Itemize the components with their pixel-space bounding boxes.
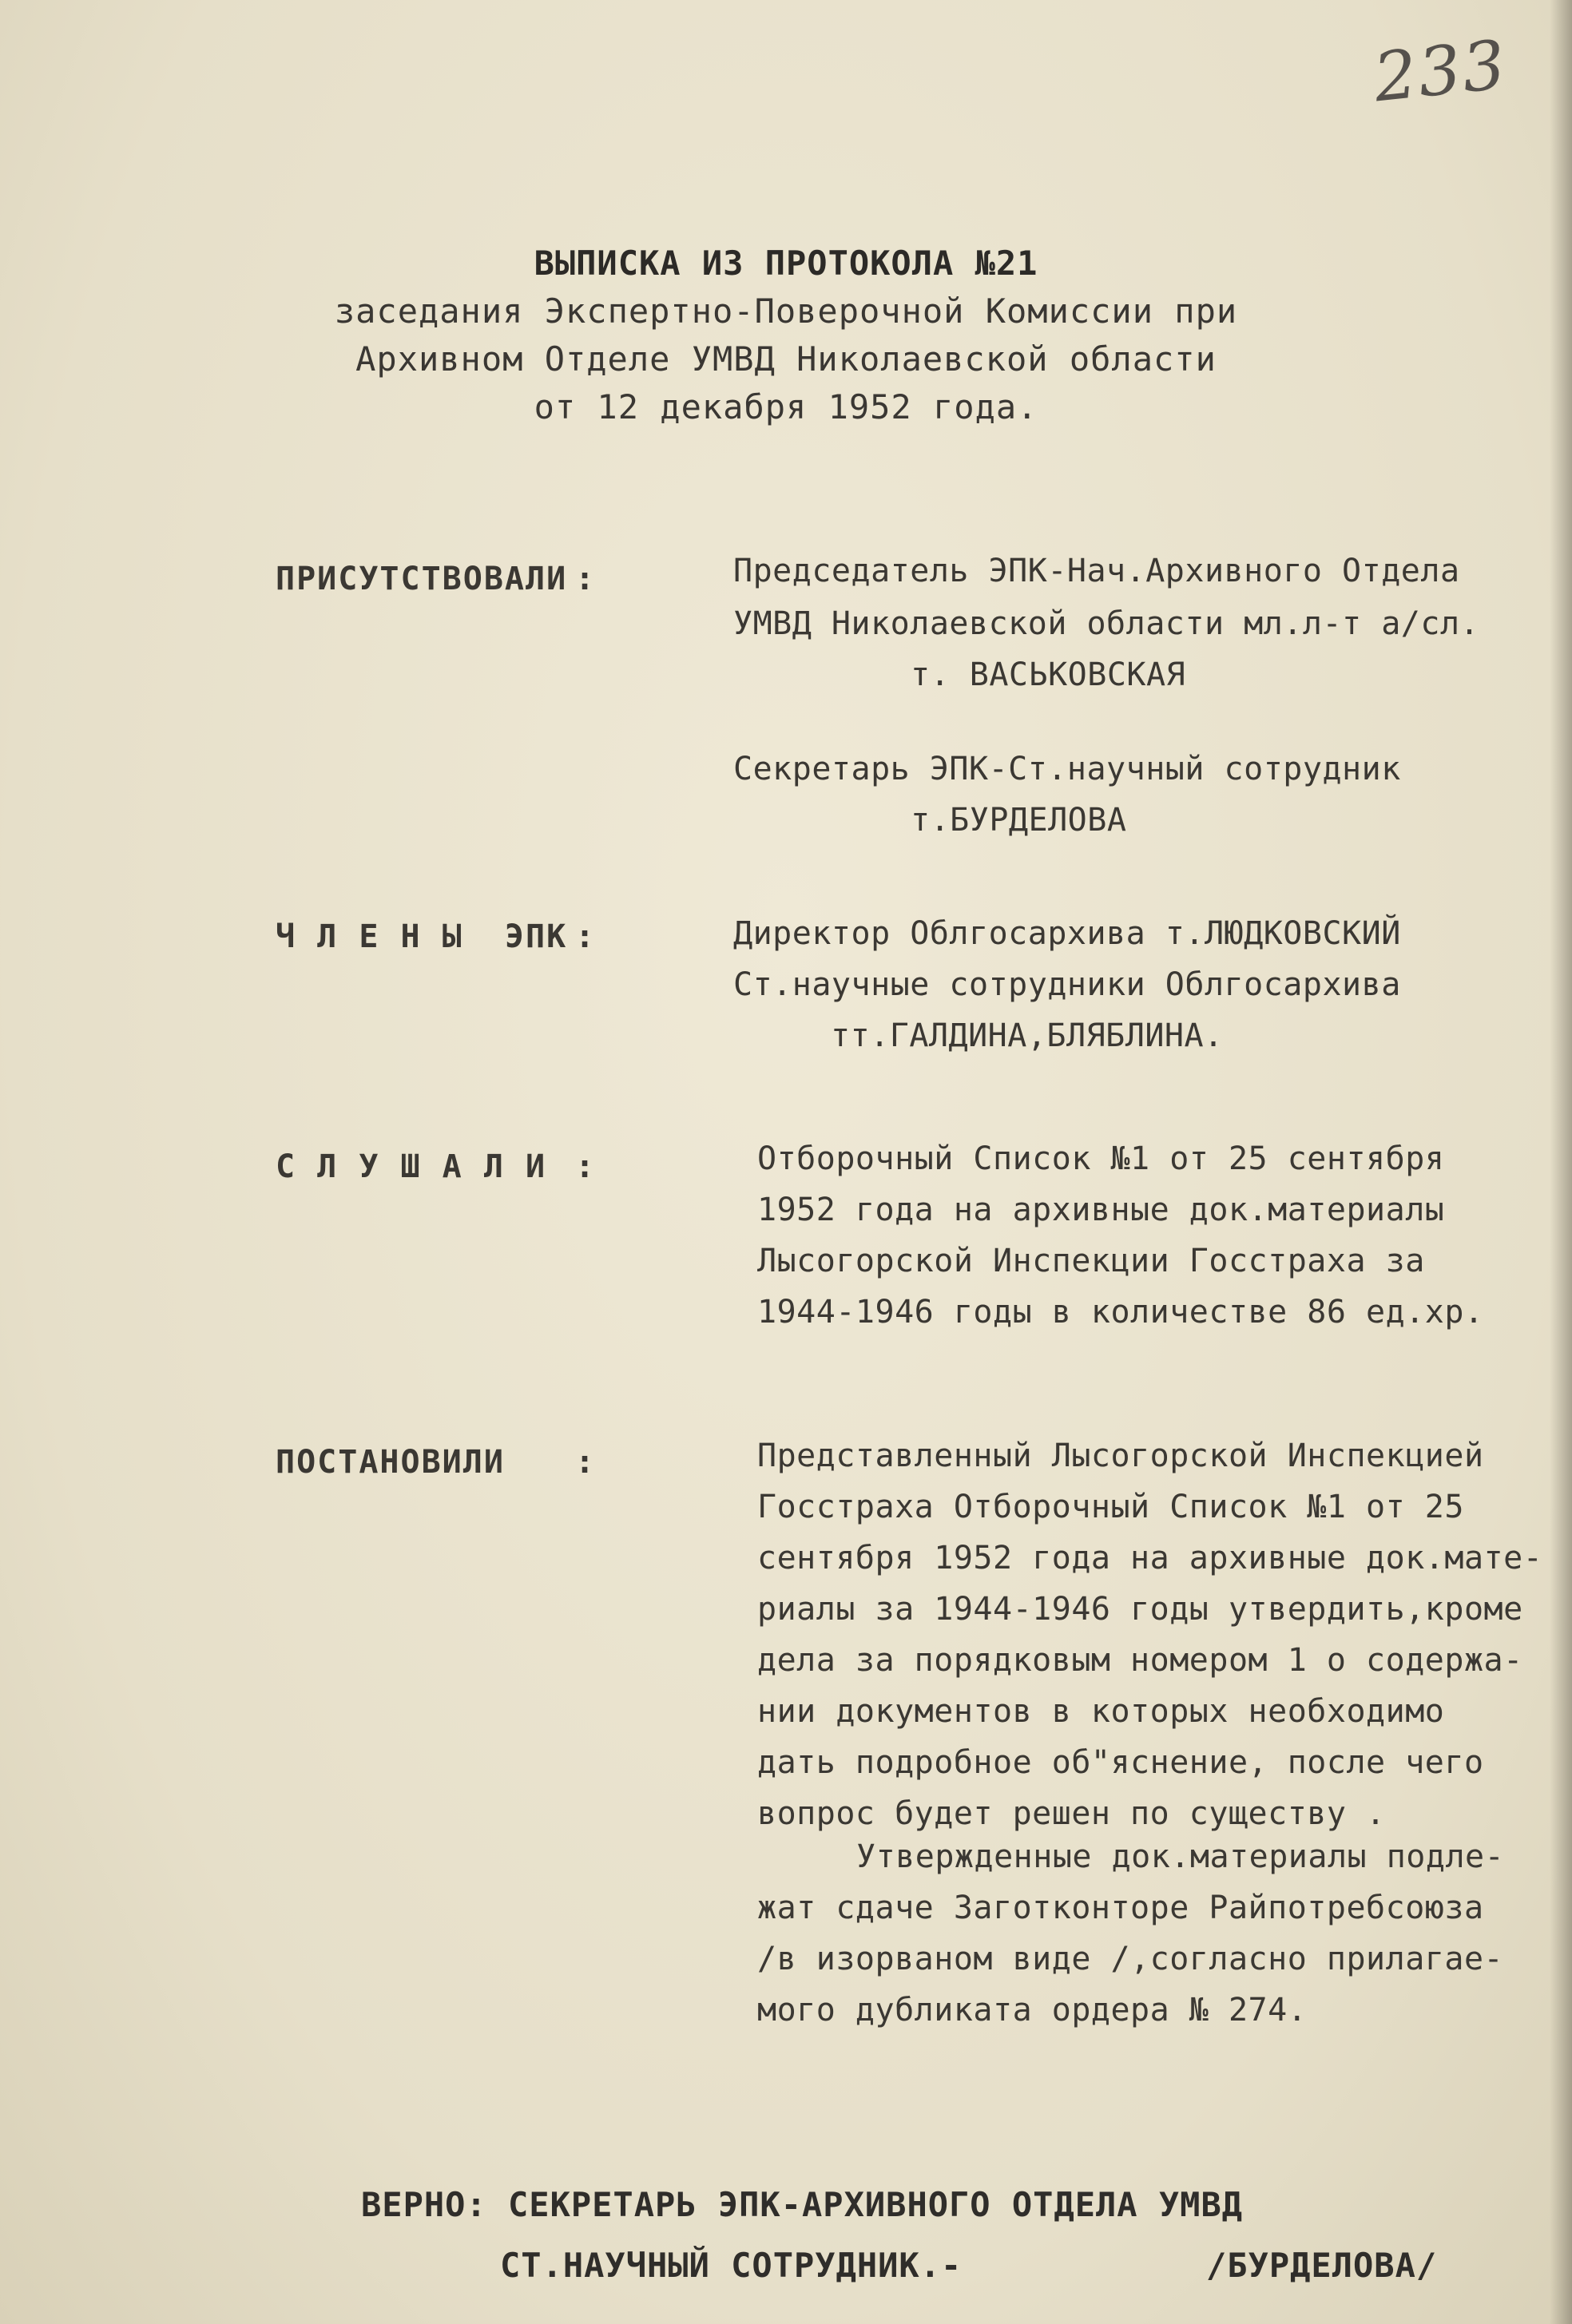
members-label: Ч Л Е Н Ы ЭПК [276,918,568,955]
present-label: ПРИСУТСТВОВАЛИ [276,561,568,597]
footer-position: СТ.НАУЧНЫЙ СОТРУДНИК.- [500,2246,963,2285]
decided-p2-line-2: жат сдаче Заготконторе Райпотребсоюза [757,1890,1484,1926]
decided-line-7: дать подробное об"яснение, после чего [757,1744,1484,1781]
heard-line-2: 1952 года на архивные док.материалы [757,1192,1445,1228]
decided-p2-line-4: мого дубликата ордера № 274. [757,1992,1308,2029]
present-line-2: УМВД Николаевской области мл.л-т а/сл. [733,605,1480,642]
members-colon: : [575,918,595,955]
members-line-3: тт.ГАЛДИНА,БЛЯБЛИНА. [831,1017,1224,1054]
decided-line-6: нии документов в которых необходимо [757,1693,1445,1730]
decided-line-3: сентября 1952 года на архивные док.мате- [757,1540,1543,1576]
heard-line-3: Лысогорской Инспекции Госстраха за [757,1243,1425,1279]
heard-line-4: 1944-1946 годы в количестве 86 ед.хр. [757,1294,1484,1331]
header-line-2: заседания Экспертно-Поверочной Комиссии при [334,291,1238,331]
decided-line-8: вопрос будет решен по существу . [757,1795,1386,1832]
header-title: ВЫПИСКА ИЗ ПРОТОКОЛА №21 [534,244,1038,283]
members-line-1: Директор Облгосархива т.ЛЮДКОВСКИЙ [733,915,1401,952]
present-colon: : [575,561,595,597]
decided-line-1: Представленный Лысогорской Инспекцией [757,1438,1484,1474]
secretary-line-2: т.БУРДЕЛОВА [911,802,1127,839]
heard-label: С Л У Ш А Л И [276,1148,547,1185]
footer-line-1: ВЕРНО: СЕКРЕТАРЬ ЭПК-АРХИВНОГО ОТДЕЛА УМВД [361,2185,1244,2224]
decided-line-4: риалы за 1944-1946 годы утвердить,кроме [757,1591,1523,1628]
decided-line-2: Госстраха Отборочный Список №1 от 25 [757,1489,1464,1525]
members-line-2: Ст.научные сотрудники Облгосархива [733,966,1401,1003]
decided-colon: : [575,1444,595,1481]
decided-line-5: дела за порядковым номером 1 о содержа- [757,1642,1523,1679]
decided-p2-line-3: /в изорваном виде /,согласно прилагае- [757,1941,1504,1977]
present-line-3: т. ВАСЬКОВСКАЯ [911,656,1186,693]
present-line-1: Председатель ЭПК-Нач.Архивного Отдела [733,553,1460,589]
heard-colon: : [575,1148,595,1185]
document-header [0,240,1572,431]
decided-label: ПОСТАНОВИЛИ [276,1444,505,1481]
secretary-line-1: Секретарь ЭПК-Ст.научный сотрудник [733,751,1401,787]
header-line-3: Архивном Отделе УМВД Николаевской области [355,339,1217,379]
folio-number: 233 [1370,25,1511,117]
header-date: от 12 декабря 1952 года. [534,387,1038,426]
heard-line-1: Отборочный Список №1 от 25 сентября [757,1140,1445,1177]
decided-p2-line-1: Утвержденные док.материалы подле- [856,1838,1505,1875]
footer-signature-name: /БУРДЕЛОВА/ [1206,2246,1438,2285]
